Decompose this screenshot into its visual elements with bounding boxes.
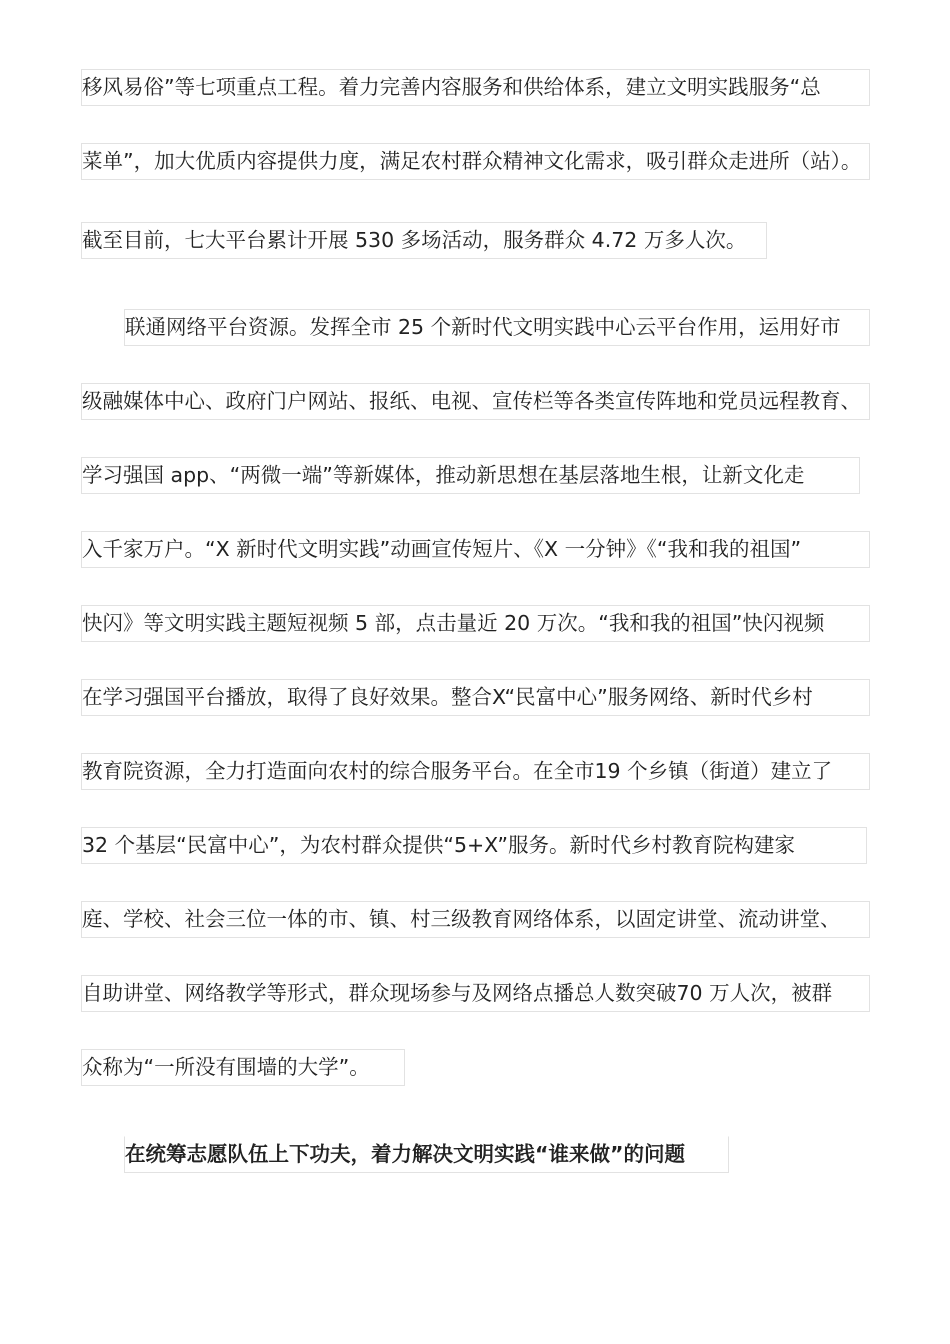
paragraph-line: 移风易俗”等七项重点工程。着力完善内容服务和供给体系，建立文明实践服务“总 bbox=[81, 69, 870, 106]
paragraph-line: 级融媒体中心、政府门户网站、报纸、电视、宣传栏等各类宣传阵地和党员远程教育、 bbox=[81, 383, 870, 420]
paragraph-line: 菜单”，加大优质内容提供力度，满足农村群众精神文化需求，吸引群众走进所（站）。 bbox=[81, 143, 870, 180]
section-heading: 在统筹志愿队伍上下功夫，着力解决文明实践“谁来做”的问题 bbox=[124, 1136, 729, 1173]
paragraph-line: 联通网络平台资源。发挥全市 25 个新时代文明实践中心云平台作用，运用好市 bbox=[124, 309, 870, 346]
paragraph-line: 学习强国 app、“两微一端”等新媒体，推动新思想在基层落地生根，让新文化走 bbox=[81, 457, 860, 494]
paragraph-line: 众称为“一所没有围墙的大学”。 bbox=[81, 1049, 405, 1086]
paragraph-line: 快闪》等文明实践主题短视频 5 部，点击量近 20 万次。“我和我的祖国”快闪视频 bbox=[81, 605, 870, 642]
paragraph-line: 庭、学校、社会三位一体的市、镇、村三级教育网络体系，以固定讲堂、流动讲堂、 bbox=[81, 901, 870, 938]
paragraph-line: 入千家万户。“X 新时代文明实践”动画宣传短片、《X 一分钟》《“我和我的祖国” bbox=[81, 531, 870, 568]
paragraph-line: 截至目前，七大平台累计开展 530 多场活动，服务群众 4.72 万多人次。 bbox=[81, 222, 767, 259]
paragraph-line: 自助讲堂、网络教学等形式，群众现场参与及网络点播总人数突破70 万人次，被群 bbox=[81, 975, 870, 1012]
paragraph-line: 在学习强国平台播放，取得了良好效果。整合X“民富中心”服务网络、新时代乡村 bbox=[81, 679, 870, 716]
paragraph-line: 教育院资源，全力打造面向农村的综合服务平台。在全市19 个乡镇（街道）建立了 bbox=[81, 753, 870, 790]
paragraph-line: 32 个基层“民富中心”，为农村群众提供“5+X”服务。新时代乡村教育院构建家 bbox=[81, 827, 867, 864]
